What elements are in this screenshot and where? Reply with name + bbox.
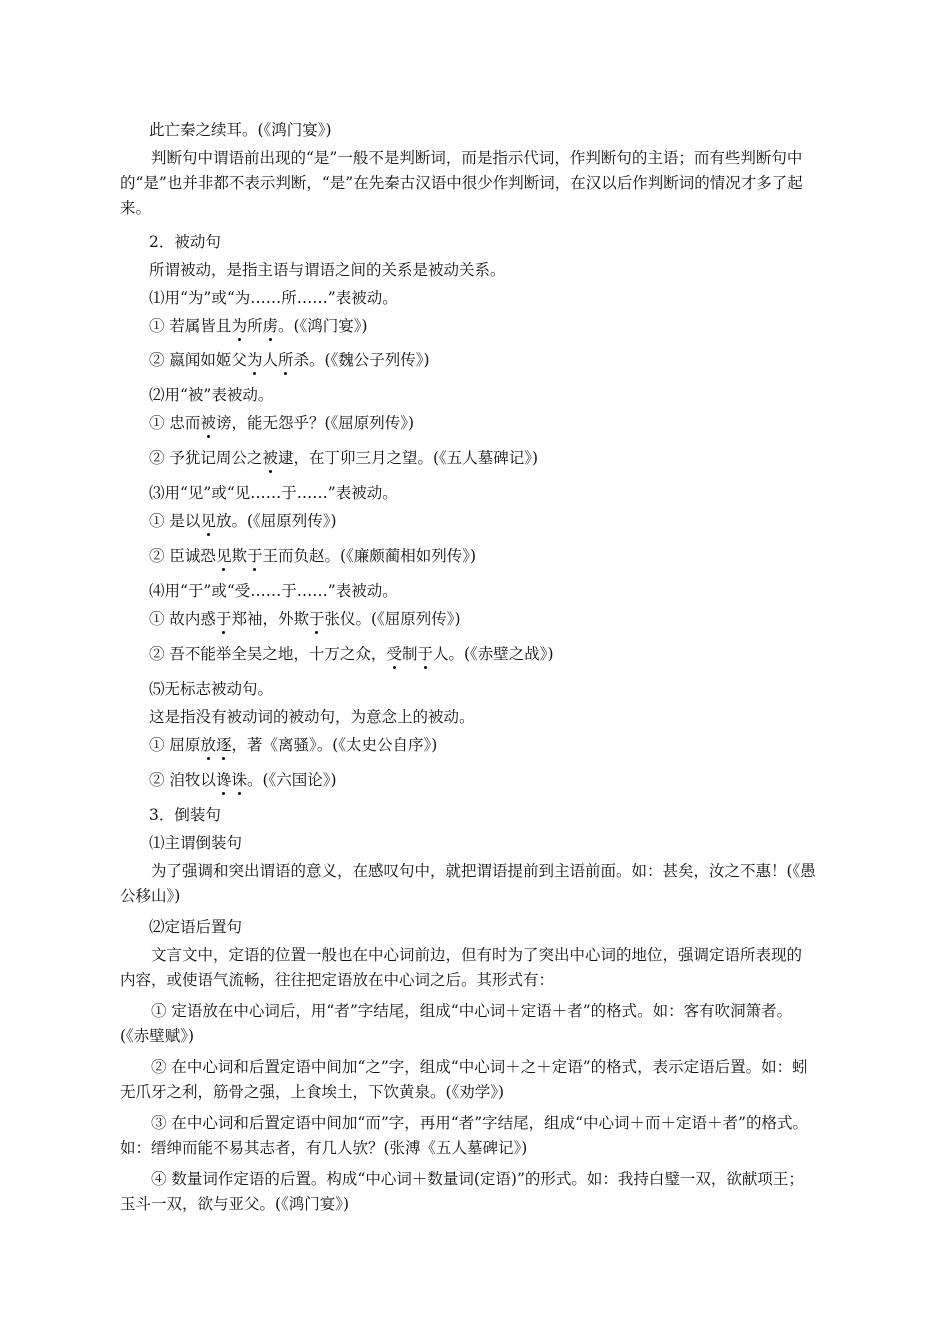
paragraph-attributive-postposition: 文言文中，定语的位置一般也在中心词前边，但有时为了突出中心词的地位，强调定语所表现的内容，或使语气流畅，往往把定语放在中心词之后。其形式有：: [120, 946, 803, 989]
emphasis-mark: 诛: [231, 771, 247, 789]
section-heading-inversion: 3．倒装句: [149, 806, 221, 824]
emphasis-mark: 于: [417, 645, 433, 663]
example-line: ① 屈原放逐，著《离骚》。(《太史公自序》): [149, 736, 438, 754]
emphasis-mark: 于: [308, 610, 325, 628]
passive-definition: 所谓被动，是指主语与谓语之间的关系是被动关系。: [149, 261, 506, 279]
emphasis-mark: 于: [246, 547, 263, 565]
subheading-passive-1: ⑴用“为”或“为……所……”表被动。: [149, 289, 398, 307]
form-item-1: ① 定语放在中心词后，用“者”字结尾，组成“中心词＋定语＋者”的格式。如：客有吹洞箫者。(《赤壁赋》): [120, 1002, 793, 1045]
paragraph-subject-predicate-inversion: 为了强调和突出谓语的意义，在感叹句中，就把谓语提前到主语前面。如：甚矣，汝之不惠！(《愚公移山》): [120, 862, 816, 905]
example-line: ② 予犹记周公之被逮，在丁卯三月之望。(《五人墓碑记》): [149, 449, 539, 467]
subheading-passive-5: ⑸无标志被动句。: [149, 680, 274, 698]
emphasis-mark: 受: [386, 645, 402, 663]
subheading-passive-3: ⑶用“见”或“见……于……”表被动。: [149, 484, 398, 502]
subheading-passive-2: ⑵用“被”表被动。: [149, 386, 274, 404]
subheading-inversion-1: ⑴主谓倒装句: [149, 834, 243, 852]
emphasis-mark: 被: [262, 449, 278, 467]
emphasis-mark: 见: [200, 512, 216, 530]
subheading-passive-4: ⑷用“于”或“受……于……”表被动。: [149, 582, 398, 600]
form-item-4: ④ 数量词作定语的后置。构成“中心词＋数量词(定语)”的形式。如：我持白璧一双，欲献项王；玉斗一双，欲与亚父。(《鸿门宴》): [120, 1170, 804, 1213]
example-line: ① 若属皆且为所虏。(《鸿门宴》): [149, 317, 368, 335]
example-line: ① 故内惑于郑袖，外欺于张仪。(《屈原列传》): [149, 610, 461, 628]
example-line: ② 洎牧以谗诛。(《六国论》): [149, 771, 337, 789]
subheading-inversion-2: ⑵定语后置句: [149, 918, 243, 936]
example-line: ② 嬴闻如姬父为人所杀。(《魏公子列传》): [149, 351, 430, 369]
emphasis-mark: 为: [231, 317, 247, 335]
emphasis-mark: 放: [200, 736, 216, 754]
example-line: ② 吾不能举全吴之地，十万之众，受制于人。(《赤壁之战》): [149, 645, 554, 663]
emphasis-mark: 为: [246, 351, 263, 369]
emphasis-mark: 所: [277, 351, 294, 369]
example-line: ① 忠而被谤，能无怨乎？(《屈原列传》): [149, 414, 415, 432]
emphasis-mark: 于: [215, 610, 232, 628]
emphasis-mark: 逐: [215, 736, 232, 754]
section-heading-passive: 2．被动句: [149, 233, 221, 251]
passive-5-definition: 这是指没有被动词的被动句，为意念上的被动。: [149, 708, 475, 726]
emphasis-mark: 虏: [262, 317, 278, 335]
form-item-2: ② 在中心词和后置定语中间加“之”字，组成“中心词＋之＋定语”的格式，表示定语后置。如：蚓无爪牙之利，筋骨之强，上食埃土，下饮黄泉。(《劝学》): [120, 1058, 808, 1101]
example-line: ① 是以见放。(《屈原列传》): [149, 512, 337, 530]
paragraph-judgment-note: 判断句中谓语前出现的“是”一般不是判断词，而是指示代词，作判断句的主语；而有些判断句中的“是”也并非都不表示判断，“是”在先秦古汉语中很少作判断词，在汉以后作判断词的情况才多了起来。: [120, 149, 803, 217]
example-line: ② 臣诚恐见欺于王而负赵。(《廉颇蔺相如列传》): [149, 547, 477, 565]
emphasis-mark: 被: [200, 414, 216, 432]
form-item-3: ③ 在中心词和后置定语中间加“而”字，再用“者”字结尾，组成“中心词＋而＋定语＋者”的格式。如：缙绅而能不易其志者，有几人欤？(张溥《五人墓碑记》): [120, 1114, 808, 1157]
text-line: 此亡秦之续耳。(《鸿门宴》): [149, 121, 332, 139]
emphasis-mark: 谗: [215, 771, 232, 789]
emphasis-mark: 见: [215, 547, 232, 565]
